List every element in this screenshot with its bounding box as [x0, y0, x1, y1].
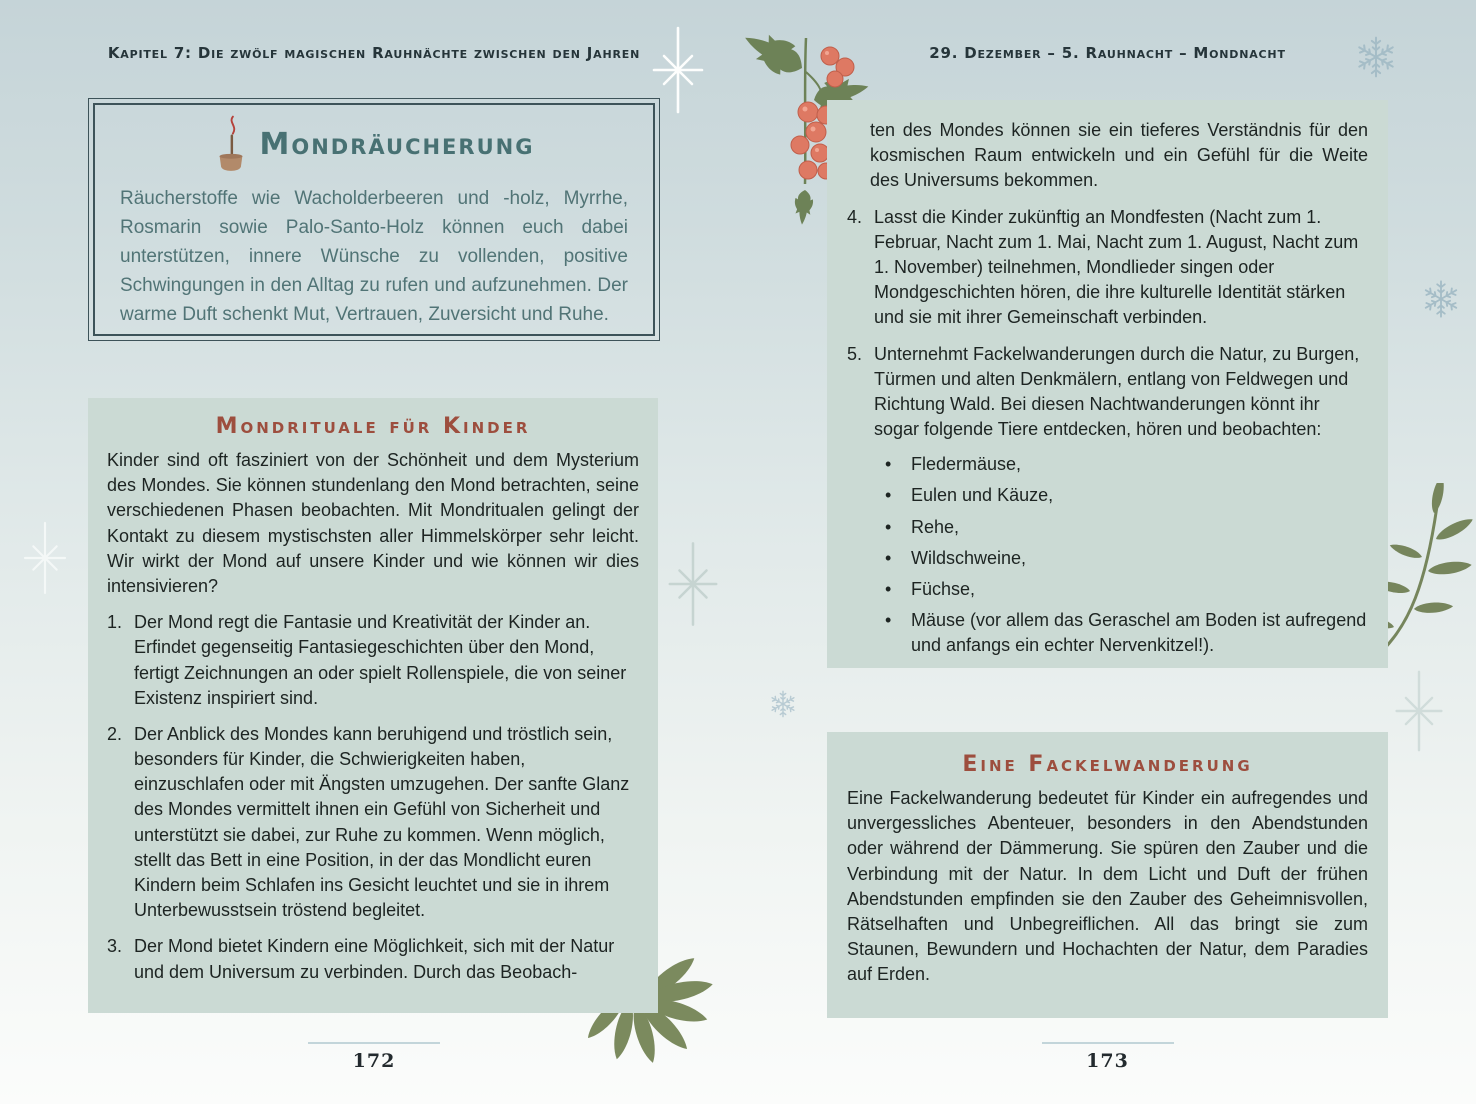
bullet-text: Füchse,: [911, 579, 976, 599]
list-item: [107, 722, 639, 924]
list-number: 4.: [847, 206, 863, 227]
list-text: Der Mond bietet Kindern eine Möglichkeit, sich mit der Natur und dem Universum zu verbinden. Durch das Beobach-: [134, 936, 615, 982]
bullet-glyph: •: [885, 485, 892, 506]
bullet-item: [885, 515, 1368, 540]
list-item: [847, 205, 1368, 331]
torch-walk-title: Eine Fackelwanderung: [962, 752, 1253, 777]
list-number: 1.: [107, 612, 123, 633]
animals-list: [847, 452, 1368, 658]
list-number: 2.: [107, 723, 123, 744]
bullet-text: Wildschweine,: [911, 547, 1027, 568]
incense-box-title: Mondräucherung: [259, 126, 535, 162]
incense-bowl-icon: [214, 113, 248, 175]
moon-incense-box: [88, 98, 660, 341]
list-item: [107, 934, 639, 984]
list-item: [847, 342, 1368, 443]
list-number: 5.: [847, 343, 863, 364]
bullet-glyph: •: [885, 579, 892, 599]
list-text: Unternehmt Fackelwanderungen durch die Natur, zu Burgen, Türmen und alten Denkmälern, entlang von Feldwegen und Richtung Wald. Bei diesen Nachtwanderungen könnt ihr sogar folgende Tiere entdecken, hören und beobachten:: [874, 343, 1360, 440]
bullet-item: [885, 608, 1368, 658]
bullet-glyph: •: [885, 547, 892, 568]
page-number-rule: [308, 1042, 440, 1044]
page-number: 173: [1086, 1050, 1129, 1072]
list-text: Lasst die Kinder zukünftig an Mondfesten (Nacht zum 1. Februar, Nacht zum 1. Mai, Nacht zum 1. August, Nacht zum 1. November) teilnehmen, Mondlieder singen oder Mondgeschichten hören, die ihre kulturelle Identität stärken und sie mit ihrer Gemeinschaft verbinden.: [874, 206, 1359, 328]
bullet-text: Rehe,: [911, 516, 960, 537]
incense-title-row: [120, 113, 628, 175]
rituals-continued-section: [827, 100, 1388, 668]
rituals-intro: Kinder sind oft fasziniert von der Schönheit und dem Mysterium des Mondes. Sie können stundenlang den Mond betrachten, seine verschiedenen Phasen beobachten. Mit Mondritualen gelingt der Kontakt zu diesem mystischsten aller Himmelskörper sehr leicht. Wir wirkt der Mond auf unsere Kinder und wie können wir dies intensivieren?: [107, 450, 639, 596]
page-number: 172: [352, 1050, 396, 1072]
list-number: 3.: [107, 936, 123, 957]
bullet-text: Mäuse (vor allem das Geraschel am Boden ist aufregend und anfangs ein echter Nervenkitzel!).: [911, 610, 1367, 656]
torch-walk-body: Eine Fackelwanderung bedeutet für Kinder ein aufregendes und unvergessliches Abenteuer, besonders in den Abendstunden oder während der Dämmerung. Sie spüren den Zauber und die Verbindung mit der Natur. In dem Licht und Duft der frühen Abendstunden empfinden sie den Zauber des Geheimnisvollen, Rätselhaften und Unbegreiflichen. All das bringt sie zum Staunen, Bewundern und Hochachten der Natur, dem Paradies auf Erden.: [847, 788, 1368, 985]
olive-branch-icon: [1378, 483, 1476, 653]
bullet-item: [885, 483, 1368, 508]
snowflake-icon: [768, 689, 798, 719]
moon-rituals-section: [88, 398, 658, 1013]
bullet-item: [885, 452, 1368, 477]
incense-box-body: Räucherstoffe wie Wacholderbeeren und -holz, Myrrhe, Rosmarin sowie Palo-Santo-Holz können euch dabei unterstützen, innere Wünsche zu vollenden, positive Schwingungen in den Alltag zu rufen und aufzunehmen. Der warme Duft schenkt Mut, Vertrauen, Zuversicht und Ruhe.: [120, 188, 628, 325]
rituals-title: Mondrituale für Kinder: [215, 414, 531, 439]
bullet-item: [885, 546, 1368, 571]
bullet-glyph: •: [885, 610, 892, 631]
page-number-block: [827, 1042, 1388, 1072]
list-text: Der Anblick des Mondes kann beruhigend und tröstlich sein, besonders für Kinder, die Schwierigkeiten haben, einzuschlafen oder mit Ängsten umzugehen. Der sanfte Glanz des Mondes vermittelt ihnen ein Gefühl von Sicherheit und unterstützt sie dabei, zur Ruhe zu kommen. Wenn möglich, stellt das Bett in eine Position, in der das Mondlicht euren Kindern beim Schlafen ins Gesicht leuchtet und sie in ihrem Unterbewusstsein tröstend begleitet.: [134, 723, 630, 921]
bullet-item: [885, 577, 1368, 602]
list-item: [107, 610, 639, 711]
page-number-block: [88, 1042, 660, 1072]
list-text: Der Mond regt die Fantasie und Kreativität der Kinder an. Erfindet gegenseitig Fantasiegeschichten über den Mond, fertigt Zeichnungen an oder spielt Rollenspiele, die von seiner Existenz inspiriert sind.: [134, 612, 627, 708]
bullet-text: Fledermäuse,: [911, 454, 1022, 475]
bullet-text: Eulen und Käuze,: [911, 485, 1054, 506]
continuation-paragraph: ten des Mondes können sie ein tieferes Verständnis für den kosmischen Raum entwickeln und ein Gefühl für die Weite des Universums bekommen.: [870, 120, 1368, 191]
sparkle-icon: [20, 515, 70, 601]
snowflake-icon: [1420, 278, 1462, 320]
chapter-header: Kapitel 7: Die zwölf magischen Rauhnächte zwischen den Jahren: [107, 44, 641, 62]
bullet-glyph: •: [885, 454, 892, 475]
torch-walk-section: [827, 732, 1388, 1018]
page-number-rule: [1042, 1042, 1174, 1044]
sparkle-icon: [664, 540, 722, 628]
moon-incense-box-inner: [93, 103, 655, 336]
sparkle-icon: [1391, 668, 1447, 754]
bullet-glyph: •: [885, 516, 892, 537]
section-header: 29. Dezember – 5. Rauhnacht – Mondnacht: [929, 44, 1286, 62]
